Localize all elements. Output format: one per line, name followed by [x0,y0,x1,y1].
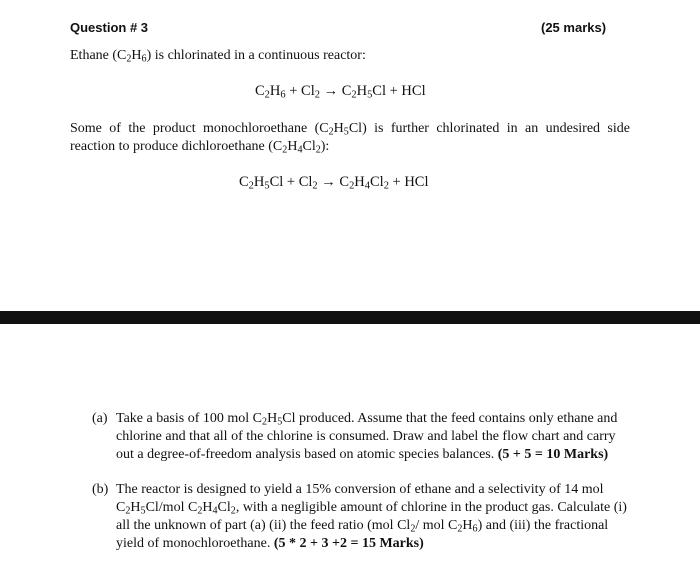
part-a-label: (a) [92,411,108,426]
side-reaction-text-b: ) is further chlorinated in an undesired side reaction to produce dichloroethane ( [70,121,630,154]
intro-formula: $C_2H_6$ [117,48,147,65]
part-b-text-3: , with a negligible amount of chlorine in the product gas. Calculate (i) all the unknown of part (a) (ii) the feed ratio (mol [116,500,627,533]
side-reaction-text-a: Some of the product monochloroethane ( [70,121,320,136]
part-a-text-1: Take a basis of 100 mol [116,411,253,426]
part-b-text-5: ) and (iii) the fractional yield of monochloroethane. [116,518,609,551]
side-reaction-text-c: ): [320,139,330,154]
part-b-text-4: / mol [415,518,449,533]
part-b-formula-3: $Cl_2$ [397,518,416,535]
reaction-main-equation: $C_2H_6 + Cl_2 \to C_2H_5Cl$ + HCl [255,83,426,101]
part-b-label: (b) [92,482,109,497]
part-a-formula-1: $C_2H_5Cl$ [252,411,296,428]
part-b-text-1: The reactor is designed to yield a 15% conversion of ethane and a selectivity of 14 mol [116,482,604,497]
part-b-formula-4: $C_2H_6$ [448,518,478,535]
part-a-text-2: produced. Assume that the feed contains only ethane and chlorine and that all of the chlorine is consumed. Draw and label the flow chart and carry out a degree-of-freedom analysis based on atomic species balances. [116,411,618,462]
part-a [92,410,642,485]
question-title: Question # 3 [70,20,149,35]
part-b-formula-1: $C_2H_5Cl$ [116,500,159,517]
part-b [92,481,642,561]
reaction-main [255,83,426,100]
reaction-side [239,174,429,191]
intro-prefix: Ethane ( [70,48,118,63]
part-a-marks: (5 + 5 = 10 Marks) [497,447,609,462]
page-divider [0,311,700,324]
intro-paragraph [70,47,630,65]
reaction-side-equation: $C_2H_5Cl + Cl_2 \to C_2H_4Cl_2$ + HCl [239,174,429,192]
part-b-text-2: /mol [158,500,188,515]
question-marks: (25 marks) [541,20,607,35]
side-reaction-formula-a: $C_2H_5Cl$ [319,121,363,138]
part-a-text [116,410,636,464]
side-reaction-formula-b: $C_2H_4Cl_2$ [272,139,321,156]
part-b-formula-2: $C_2H_4Cl_2$ [187,500,236,517]
intro-suffix: ) is chlorinated in a continuous reactor: [146,48,366,63]
part-b-marks: (5 * 2 + 3 +2 = 15 Marks) [273,536,424,551]
part-b-text [116,481,636,553]
side-reaction-paragraph [70,120,630,156]
